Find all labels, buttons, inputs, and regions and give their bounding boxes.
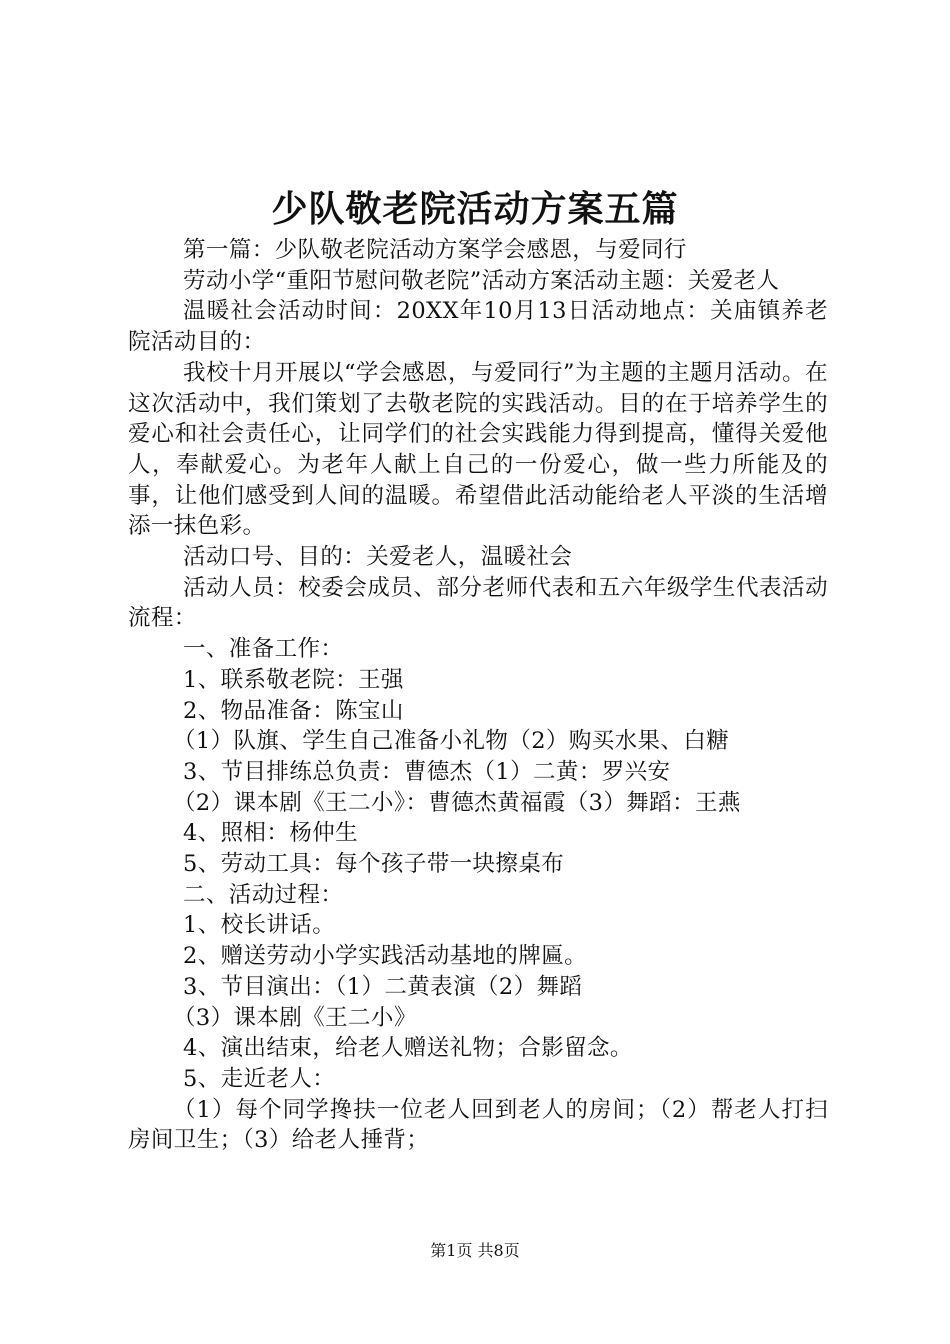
- paragraph: 活动口号、目的：关爱老人，温暖社会: [183, 544, 573, 571]
- paragraph: 劳动小学“重阳节慰问敬老院”活动方案活动主题：关爱老人: [183, 267, 780, 294]
- paragraph: 活动人员：校委会成员、部分老师代表和五六年级学生代表活动流程：: [128, 574, 828, 632]
- document-title: 少队敬老院活动方案五篇: [271, 188, 679, 230]
- paragraph: 2、赠送劳动小学实践活动基地的牌匾。: [183, 943, 588, 970]
- page-number-footer: 第1页 共8页: [430, 1241, 520, 1260]
- paragraph: （1）队旗、学生自己准备小礼物（2）购买水果、白糖: [173, 728, 730, 755]
- paragraph: 温暖社会活动时间：20XX年10月13日活动地点：关庙镇养老院活动目的：: [128, 298, 828, 356]
- paragraph: 二、活动过程：: [183, 881, 344, 908]
- paragraph: 1、校长讲话。: [183, 912, 336, 939]
- paragraph: 3、节目演出：（1）二黄表演（2）舞蹈: [183, 973, 583, 1000]
- paragraph: （1）每个同学搀扶一位老人回到老人的房间；（2）帮老人打扫房间卫生；（3）给老人捶背；: [128, 1096, 828, 1154]
- paragraph: 3、节目排练总负责：曹德杰（1）二黄：罗兴安: [183, 758, 671, 785]
- paragraph: 1、联系敬老院：王强: [183, 666, 404, 693]
- paragraph: 一、准备工作：: [183, 636, 344, 663]
- document-body: [128, 235, 828, 1156]
- paragraph: 5、劳动工具：每个孩子带一块擦桌布: [183, 851, 565, 878]
- paragraph: （3）课本剧《王二小》: [173, 1004, 417, 1031]
- paragraph: 4、演出结束，给老人赠送礼物；合影留念。: [183, 1035, 633, 1062]
- paragraph: 2、物品准备：陈宝山: [183, 697, 404, 724]
- paragraph: 第一篇：少队敬老院活动方案学会感恩，与爱同行: [183, 237, 687, 263]
- paragraph: 4、照相：杨仲生: [183, 820, 359, 847]
- paragraph: （2）课本剧《王二小》：曹德杰黄福霞（3）舞蹈：王燕: [173, 789, 741, 816]
- paragraph: 5、走近老人：: [183, 1065, 336, 1092]
- paragraph: 我校十月开展以“学会感恩，与爱同行”为主题的主题月活动。在这次活动中，我们策划了去敬老院的实践活动。目的在于培养学生的爱心和社会责任心，让同学们的社会实践能力得到提高，懂得关爱他人，奉献爱心。为老年人献上自己的一份爱心，做一些力所能及的事，让他们感受到人间的温暖。希望借此活动能给老人平淡的生活增添一抹色彩。: [128, 359, 828, 540]
